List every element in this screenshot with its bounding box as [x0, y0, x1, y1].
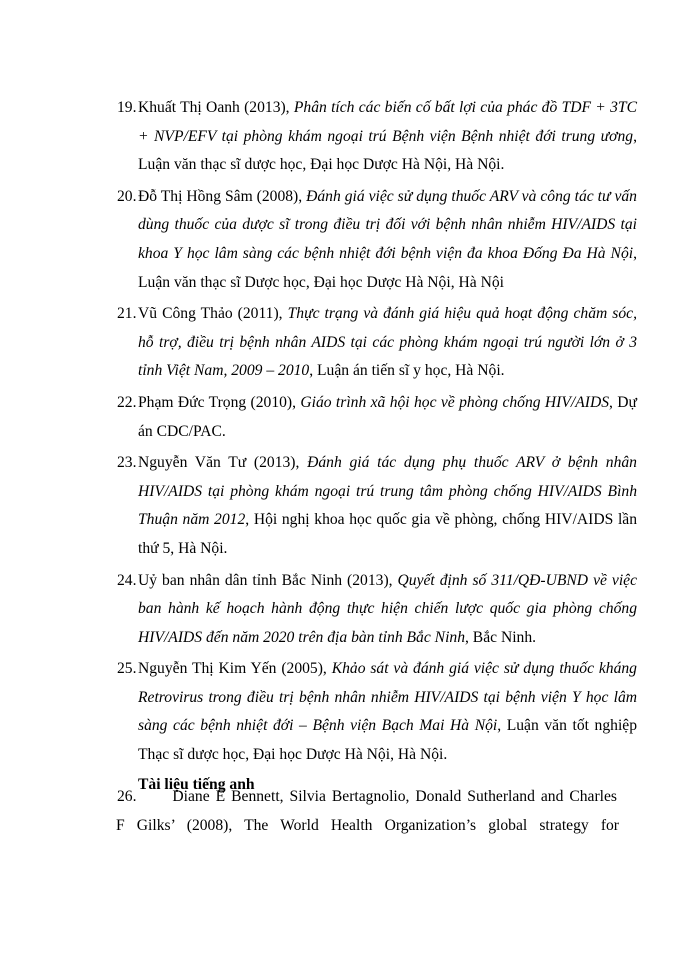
reference-publisher: , Hội nghị khoa học quốc gia về phòng, chống HIV/AIDS lần thứ 5, Hà Nội. [138, 511, 638, 557]
reference-number: 24. [117, 571, 137, 589]
reference-title: Thực trạng và đánh giá hiệu quả hoạt động chăm sóc, hỗ trợ, điều trị bệnh nhân AIDS tại các phòng khám ngoại trú người lớn ở 3 tỉnh Việt Nam, 2009 – 2010 [138, 305, 637, 380]
english-reference [117, 782, 617, 840]
reference-item [117, 449, 637, 563]
reference-number: 23. [117, 454, 137, 472]
reference-title: Quyết định số 311/QĐ-UBND về việc ban hành kế hoạch hành động thực hiện chiến lược quốc gia phòng chống HIV/AIDS đến năm 2020 trên địa bàn tỉnh Bắc Ninh [138, 571, 637, 646]
reference-item [117, 183, 637, 297]
reference-number: 25. [117, 660, 137, 678]
reference-item [117, 655, 637, 769]
reference-item [117, 567, 637, 653]
reference-author-year: Uỷ ban nhân dân tỉnh Bắc Ninh (2013), [138, 571, 398, 589]
reference-title: Đánh giá tác dụng phụ thuốc ARV ở bệnh nhân HIV/AIDS tại phòng khám ngoại trú trung tâm phòng chống HIV/AIDS Bình Thuận năm 2012 [138, 454, 637, 529]
reference-publisher: , Dự án CDC/PAC. [138, 393, 637, 440]
reference-publisher: , Luận văn thạc sĩ Dược học, Đại học Dược Hà Nội, Hà Nội [138, 244, 637, 291]
reference-title: Khảo sát và đánh giá việc sử dụng thuốc kháng Retrovirus trong điều trị bệnh nhân nhiễm HIV/AIDS tại bệnh viện Y học lâm sàng các bệnh nhiệt đới – Bệnh viện Bạch Mai Hà Nội [138, 660, 637, 735]
reference-publisher: , Bắc Ninh. [465, 628, 537, 646]
reference-item [117, 300, 637, 386]
english-reference-line: F Gilks’ (2008), The World Health Organization’s global strategy for [116, 817, 619, 834]
reference-author-year: Nguyễn Văn Tư (2013), [138, 454, 308, 472]
reference-number: 20. [117, 187, 137, 205]
reference-author-year: Phạm Đức Trọng (2010), [138, 393, 301, 411]
reference-number: 19. [117, 99, 137, 116]
english-reference-line: 26. Diane E Bennett, Silvia Bertagnolio, Donald Sutherland and Charles [117, 788, 617, 805]
reference-list [117, 94, 637, 799]
reference-publisher: , Luận án tiến sĩ y học, Hà Nội. [309, 362, 505, 380]
reference-publisher: , Luận văn tốt nghiệp Thạc sĩ dược học, Đại học Dược Hà Nội, Hà Nội. [138, 717, 638, 764]
reference-number: 22. [117, 393, 137, 411]
reference-title: Đánh giá việc sử dụng thuốc ARV và công tác tư vấn dùng thuốc của dược sĩ trong điều trị đối với bệnh nhân nhiễm HIV/AIDS tại khoa Y học lâm sàng các bệnh nhiệt đới bệnh viện đa khoa Đống Đa Hà Nội [138, 187, 637, 262]
reference-author-year: Đỗ Thị Hồng Sâm (2008), [138, 187, 307, 205]
reference-publisher: , Luận văn thạc sĩ dược học, Đại học Dược Hà Nội, Hà Nội. [138, 127, 637, 174]
reference-author-year: Nguyễn Thị Kim Yến (2005), [138, 660, 332, 678]
reference-author-year: Khuất Thị Oanh (2013), [138, 99, 294, 116]
reference-item [117, 94, 637, 180]
reference-author-year: Vũ Công Thảo (2011), [138, 305, 288, 323]
reference-title: Phân tích các biến cố bất lợi của phác đồ TDF + 3TC + NVP/EFV tại phòng khám ngoại trú Bệnh viện Bệnh nhiệt đới trung ương [138, 99, 637, 145]
reference-title: Giáo trình xã hội học về phòng chống HIV/AIDS [300, 393, 610, 411]
reference-item [117, 389, 637, 446]
reference-number: 21. [117, 305, 137, 323]
section-heading: Tài liệu tiếng anh [138, 775, 255, 793]
